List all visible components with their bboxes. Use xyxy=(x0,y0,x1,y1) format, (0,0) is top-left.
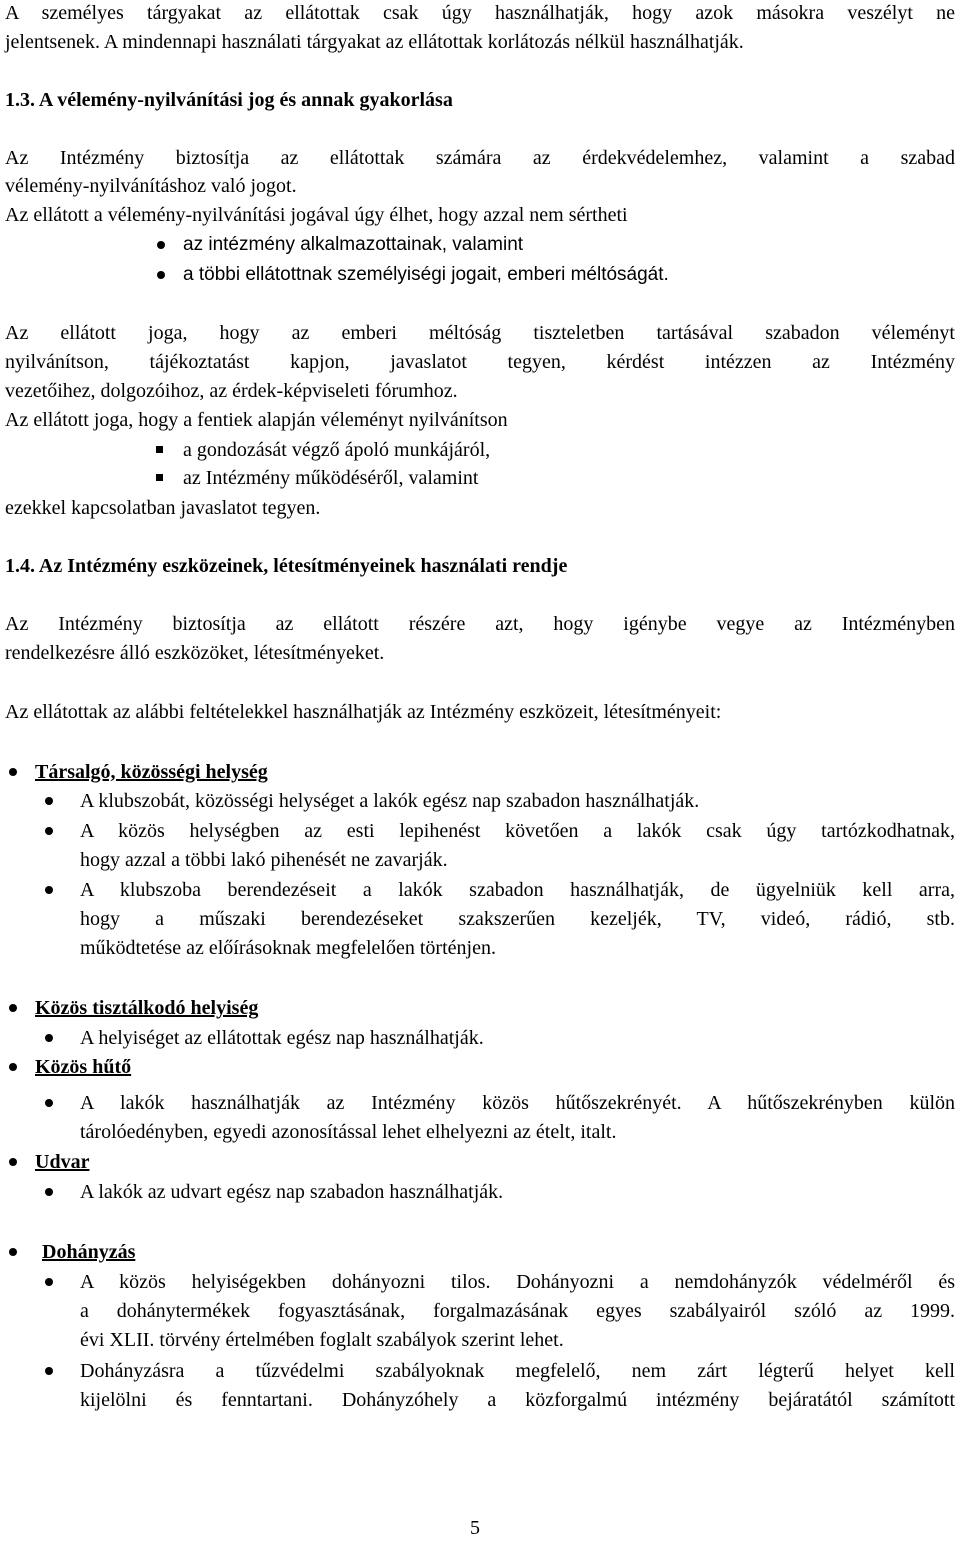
paragraph-line: A személyes tárgyakat az ellátottak csak úgy használhatják, hogy azok másokra veszélyt ne xyxy=(5,2,955,24)
list-item-continuation: működtetése az előírásoknak megfelelően történjen. xyxy=(80,937,496,959)
list-item: A klubszobát, közösségi helységet a lakók egész nap szabadon használhatják. xyxy=(80,790,700,812)
list-item: A közös helyiségekben dohányozni tilos. Dohányozni a nemdohányzók védelméről és xyxy=(80,1271,955,1293)
paragraph-line: Az ellátottak az alábbi feltételekkel használhatják az Intézmény eszközeit, létesítményeit: xyxy=(5,701,722,723)
bullet-icon xyxy=(45,1367,53,1375)
subheading-tarsalgo: Társalgó, közösségi helység xyxy=(35,761,268,783)
list-item: az Intézmény működéséről, valamint xyxy=(183,467,479,489)
list-item: a gondozását végző ápoló munkájáról, xyxy=(183,439,491,461)
paragraph-line: Az Intézmény biztosítja az ellátottak számára az érdekvédelemhez, valamint a szabad xyxy=(5,147,955,169)
list-item: A lakók az udvart egész nap szabadon használhatják. xyxy=(80,1181,504,1203)
paragraph-line: rendelkezésre álló eszközöket, létesítményeket. xyxy=(5,642,385,664)
bullet-icon xyxy=(45,1278,53,1286)
paragraph-line: Az ellátott a vélemény-nyilvánítási jogával úgy élhet, hogy azzal nem sértheti xyxy=(5,204,628,226)
bullet-icon xyxy=(9,1248,17,1256)
list-item: A közös helységben az esti lepihenést követően a lakók csak úgy tartózkodhatnak, xyxy=(80,820,955,842)
list-item: az intézmény alkalmazottainak, valamint xyxy=(183,234,524,255)
bullet-icon xyxy=(45,797,53,805)
bullet-icon xyxy=(157,271,165,279)
list-item-continuation: hogy a műszaki berendezéseket szakszerűen kezeljék, TV, videó, rádió, stb. xyxy=(80,908,955,930)
list-item-continuation: hogy azzal a többi lakó pihenését ne zavarják. xyxy=(80,849,448,871)
list-item-continuation: évi XLII. törvény értelmében foglalt szabályok szerint lehet. xyxy=(80,1329,564,1351)
list-item: Dohányzásra a tűzvédelmi szabályoknak megfelelő, nem zárt légterű helyet kell xyxy=(80,1360,955,1382)
square-bullet-icon xyxy=(156,474,163,481)
list-item-continuation: tárolóedényben, egyedi azonosítással lehet elhelyezni az ételt, italt. xyxy=(80,1121,617,1143)
bullet-icon xyxy=(9,1063,17,1071)
bullet-icon xyxy=(9,768,17,776)
bullet-icon xyxy=(9,1004,17,1012)
subheading-huto: Közös hűtő xyxy=(35,1056,132,1078)
subheading-tisztalkodo: Közös tisztálkodó helyiség xyxy=(35,997,259,1019)
paragraph-line: ezekkel kapcsolatban javaslatot tegyen. xyxy=(5,497,321,519)
bullet-icon xyxy=(45,1188,53,1196)
square-bullet-icon xyxy=(156,446,163,453)
bullet-icon xyxy=(45,1099,53,1107)
paragraph-line: vélemény-nyilvánításhoz való jogot. xyxy=(5,175,297,197)
section-heading-1-4: 1.4. Az Intézmény eszközeinek, létesítményeinek használati rendje xyxy=(5,555,568,577)
list-item-continuation: a dohánytermékek fogyasztásának, forgalmazásának egyes szabályairól szóló az 1999. xyxy=(80,1300,955,1322)
paragraph-line: Az Intézmény biztosítja az ellátott részére azt, hogy igénybe vegye az Intézményben xyxy=(5,613,955,635)
paragraph-line: jelentsenek. A mindennapi használati tárgyakat az ellátottak korlátozás nélkül használhatják. xyxy=(5,31,744,53)
bullet-icon xyxy=(9,1158,17,1166)
paragraph-line: nyilvánítson, tájékoztatást kapjon, javaslatot tegyen, kérdést intézzen az Intézmény xyxy=(5,351,955,373)
subheading-udvar: Udvar xyxy=(35,1151,90,1173)
bullet-icon xyxy=(45,886,53,894)
section-heading-1-3: 1.3. A vélemény-nyilvánítási jog és annak gyakorlása xyxy=(5,89,453,111)
list-item: A klubszoba berendezéseit a lakók szabadon használhatják, de ügyelniük kell arra, xyxy=(80,879,955,901)
list-item: A lakók használhatják az Intézmény közös hűtőszekrényét. A hűtőszekrényben külön xyxy=(80,1092,955,1114)
list-item-continuation: kijelölni és fenntartani. Dohányzóhely a közforgalmú intézmény bejáratától számított xyxy=(80,1389,955,1411)
bullet-icon xyxy=(157,241,165,249)
list-item: A helyiséget az ellátottak egész nap használhatják. xyxy=(80,1027,484,1049)
subheading-dohanyzas: Dohányzás xyxy=(42,1241,136,1263)
paragraph-line: Az ellátott joga, hogy a fentiek alapján véleményt nyilvánítson xyxy=(5,409,508,431)
bullet-icon xyxy=(45,1034,53,1042)
page-number: 5 xyxy=(470,1517,480,1539)
list-item: a többi ellátottnak személyiségi jogait, emberi méltóságát. xyxy=(183,264,669,285)
paragraph-line: vezetőihez, dolgozóihoz, az érdek-képviseleti fórumhoz. xyxy=(5,380,458,402)
bullet-icon xyxy=(45,827,53,835)
paragraph-line: Az ellátott joga, hogy az emberi méltóság tiszteletben tartásával szabadon véleményt xyxy=(5,322,955,344)
